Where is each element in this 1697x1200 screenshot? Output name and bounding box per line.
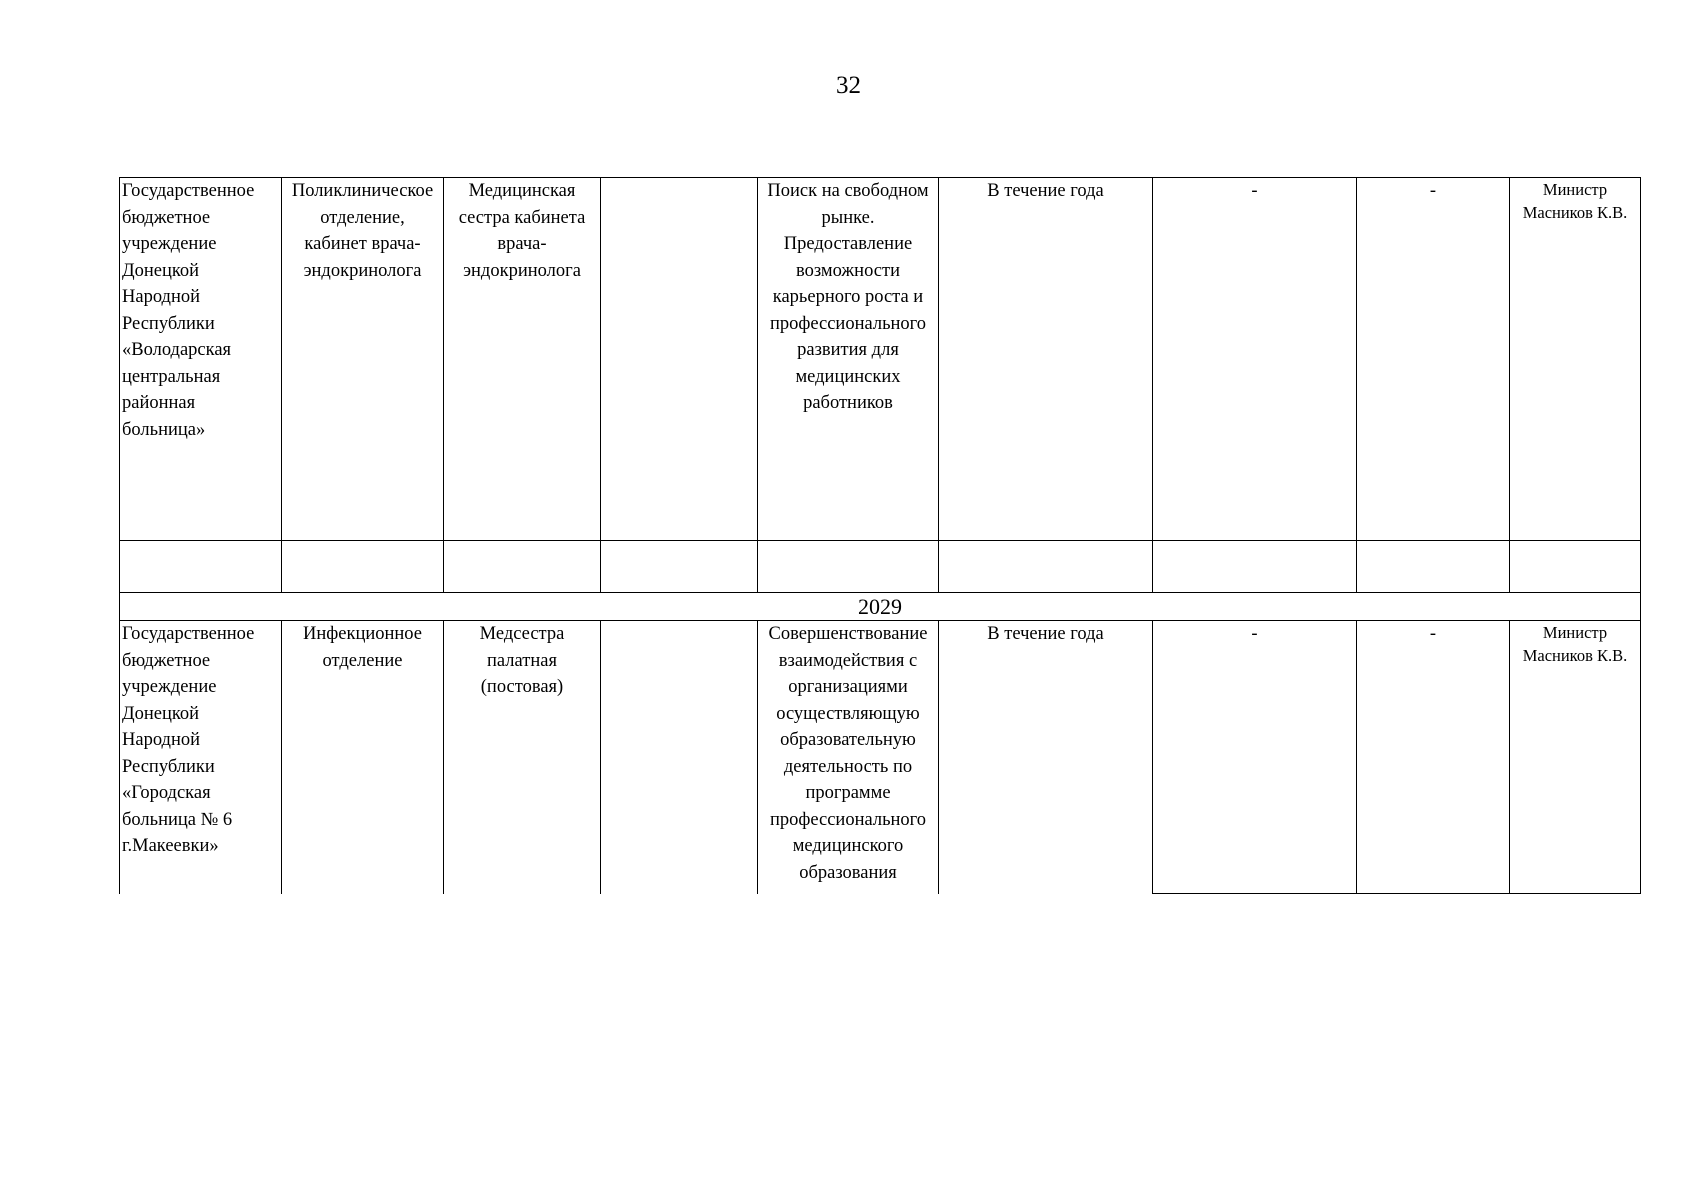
empty-cell xyxy=(939,541,1153,593)
empty-cell xyxy=(1153,541,1357,593)
dash-cell: - xyxy=(1357,621,1510,894)
responsible-cell: Министр Масников К.В. xyxy=(1510,178,1641,541)
dash-cell: - xyxy=(1357,178,1510,541)
period-cell: В течение года xyxy=(939,621,1153,894)
measures-cell: Поиск на свободном рынке. Предоставление возможности карьерного роста и профессионального развития для медицинских работников xyxy=(758,178,939,541)
staffing-measures-table xyxy=(119,177,1641,894)
empty-cell xyxy=(601,178,758,541)
measures-cell: Совершенствование взаимодействия с организациями осуществляющую образовательную деятельность по программе профессионального медицинского образования xyxy=(758,621,939,894)
department-cell: Поликлиническое отделение, кабинет врача- эндокринолога xyxy=(282,178,444,541)
position-cell: Медицинская сестра кабинета врача- эндокринолога xyxy=(444,178,601,541)
table-row xyxy=(120,178,1641,541)
year-heading-row xyxy=(120,593,1641,621)
empty-cell xyxy=(758,541,939,593)
dash-cell: - xyxy=(1153,621,1357,894)
empty-cell xyxy=(120,541,282,593)
position-cell: Медсестра палатная (постовая) xyxy=(444,621,601,894)
year-heading: 2029 xyxy=(120,593,1641,621)
empty-cell xyxy=(1510,541,1641,593)
institution-cell: Государственное бюджетное учреждение Донецкой Народной Республики «Городская больница № 6 г.Макеевки» xyxy=(120,621,282,894)
page-number: 32 xyxy=(836,72,861,99)
empty-cell xyxy=(601,541,758,593)
period-cell: В течение года xyxy=(939,178,1153,541)
empty-cell xyxy=(601,621,758,894)
responsible-cell: Министр Масников К.В. xyxy=(1510,621,1641,894)
empty-cell xyxy=(1357,541,1510,593)
institution-cell: Государственное бюджетное учреждение Донецкой Народной Республики «Володарская центральная районная больница» xyxy=(120,178,282,541)
dash-cell: - xyxy=(1153,178,1357,541)
empty-row xyxy=(120,541,1641,593)
department-cell: Инфекционное отделение xyxy=(282,621,444,894)
table-row xyxy=(120,621,1641,894)
empty-cell xyxy=(282,541,444,593)
empty-cell xyxy=(444,541,601,593)
